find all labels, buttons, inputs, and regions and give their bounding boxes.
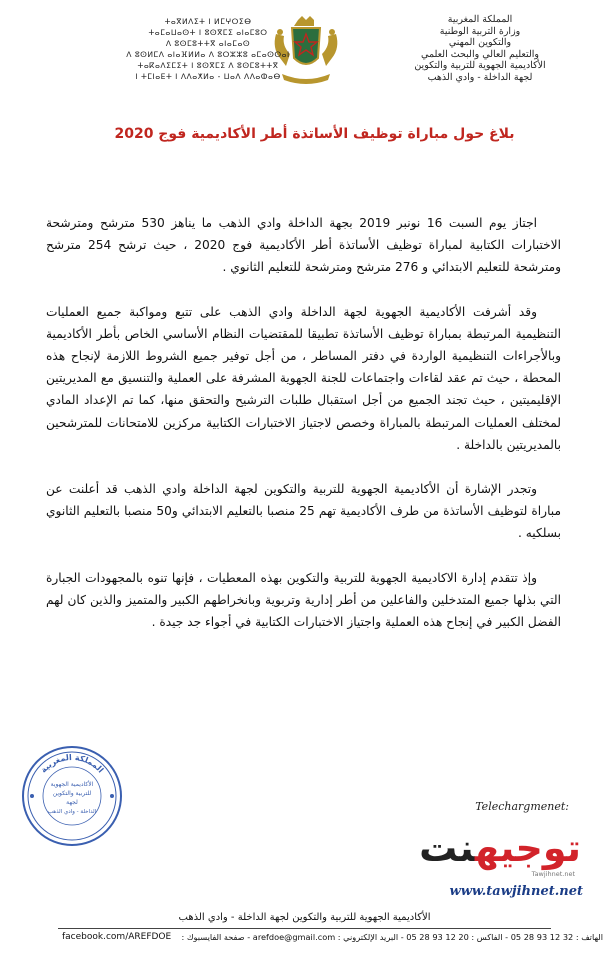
header-tifinagh-line: ⵜⴰⵎⴰⵡⴰⵙⵜ ⵏ ⵓⵙⴳⵎⵉ ⴰⵏⴰⵎⵓⵔ	[148, 28, 268, 37]
paragraph: وإذ تتقدم إدارة الاكاديمية الجهوية للتربية والتكوين بهذه المعطيات ، فإنها تنوه بالمجهودات الجبارة التي بذلها جميع المتدخلين والفاعلين من أطر إدارية وتربوية وبانخراطهم الكبير والمتميز والذين كان لهم الفضل الكبير في إنجاح هذه العملية واجتياز الاختبارات الكتابية في أجواء جد جيدة .	[46, 570, 561, 630]
header-arabic-line: والتكوين المهني	[448, 37, 512, 48]
footer-org: الأكاديمية الجهوية للتربية والتكوين لجهة الداخلة - وادي الذهب	[178, 912, 431, 923]
footer-facebook-link[interactable]: facebook.com/AREFDOE	[62, 932, 172, 942]
watermark-download-label: Telechargmenet:	[475, 800, 569, 813]
paragraph: وقد أشرفت الأكاديمية الجهوية لجهة الداخلة وادي الذهب على تتبع ومواكبة جميع العمليات التنظيمية المرتبطة بمباراة توظيف الأساتذة تطبيقا للمقتضيات النظام الأساسي الخاص بأطر الأكاديمية وبالأجراءات التنظيمية الواردة في دفتر المساطر ، من أجل توفير جميع الشروط اللازمة لإنجاح هذه المحطة ، حيث تم عقد لقاءات واجتماعات للجنة الجهوية المشرفة على العملية والتنسيق مع المديريتين الإقليميتين ، حيث تجند الجميع من أجل استقبال طلبات الترشيح والتحقق منها، كما تم الإعداد المادي لمختلف العمليات المرتبطة بالمباراة وخصص لاجتياز الاختبارات الكتابية مركزين للامتحانات للمترشحين بالمديريتين بالداخلة .	[46, 304, 561, 452]
header-tifinagh	[118, 16, 298, 82]
header-tifinagh-line: ⵏ ⵜⵎⵏⴰⴹⵜ ⵏ ⴷⴷⴰⵅⵍⴰ - ⵡⴰⴷ ⴷⴷⴰⵀⴰⴱ	[135, 72, 281, 81]
header-arabic	[385, 14, 575, 83]
stamp-line: لجهة	[66, 799, 78, 806]
header-tifinagh-line: ⴷ ⵓⵙⵍⵎⴷ ⴰⵏⴰⴼⵍⵍⴰ ⴷ ⵓⵔⵣⵣⵓ ⴰⵎⴰⵙⵙⴰⵏ	[126, 50, 290, 59]
footer-divider	[58, 928, 551, 929]
stamp-line: الداخلة - وادي الذهب	[47, 809, 97, 815]
header-arabic-line: المملكة المغربية	[447, 14, 513, 25]
stamp-line: الأكاديمية الجهوية	[50, 781, 94, 788]
watermark-logo-red: توجيه	[474, 826, 581, 870]
header-arabic-line: وزارة التربية الوطنية	[439, 25, 521, 37]
paragraph: وتجدر الإشارة أن الأكاديمية الجهوية للتربية والتكوين لجهة الداخلة وادي الذهب قد أعلنت عن مباراة لتوظيف الأساتذة من طرف الأكاديمية تهم 25 منصبا بالتعليم الابتدائي و50 منصبا بالتعليم الثانوي بسلكيه .	[46, 482, 561, 541]
header-arabic-line: والتعليم العالي والبحث العلمي	[421, 48, 539, 60]
footer-contact: الهاتف : 32 12 93 28 05 - الفاكس : 20 12 93 28 05 - البريد الإلكتروني : arefdoe@gmail.com - صفحة الفايسبوك :	[181, 932, 603, 942]
stamp-top-text: المملكة المغربية	[38, 752, 106, 775]
document-body	[46, 212, 561, 655]
header-tifinagh-line: ⴷ ⵓⵙⵎⵓⵜⵜⴳ ⴰⵏⴰⵎⴰⵙ	[165, 39, 251, 48]
watermark-subtext: Tawjihnet.net	[531, 870, 575, 878]
watermark-url[interactable]: www.tawjihnet.net	[449, 884, 583, 899]
header-arabic-line: لجهة الداخلة - وادي الذهب	[427, 71, 533, 83]
official-stamp	[20, 744, 124, 848]
stamp-line: للتربية والتكوين	[52, 790, 92, 797]
header-tifinagh-line: ⵜⴰⴳⵍⴷⵉⵜ ⵏ ⵍⵎⵖⵔⵉⴱ	[164, 17, 252, 26]
header-tifinagh-line: ⵜⴰⴽⴰⴷⵉⵎⵉⵜ ⵏ ⵓⵙⴳⵎⵉ ⴷ ⵓⵙⵎⵓⵜⵜⴳ	[137, 61, 279, 70]
document-title: بلاغ حول مباراة توظيف الأساتذة أطر الأكاديمية فوج 2020	[114, 126, 515, 142]
paragraph: اجتاز يوم السبت 16 نونبر 2019 بجهة الداخلة وادي الذهب ما يناهز 530 مترشح ومترشحة الاختبارات الكتابية لمباراة توظيف الأساتذة أطر الأكاديمية فوج 2020 ، حيث ترشح 254 مترشح ومترشحة للتعليم الابتدائي و 276 مترشح ومترشحة للتعليم الثانوي .	[46, 216, 562, 275]
watermark-logo-dark: نت	[419, 826, 475, 870]
watermark-logo	[419, 824, 581, 872]
header-arabic-line: الأكاديمية الجهوية للتربية والتكوين	[414, 60, 546, 71]
svg-text:المملكة المغربية	[39, 753, 106, 775]
watermark	[395, 800, 595, 912]
